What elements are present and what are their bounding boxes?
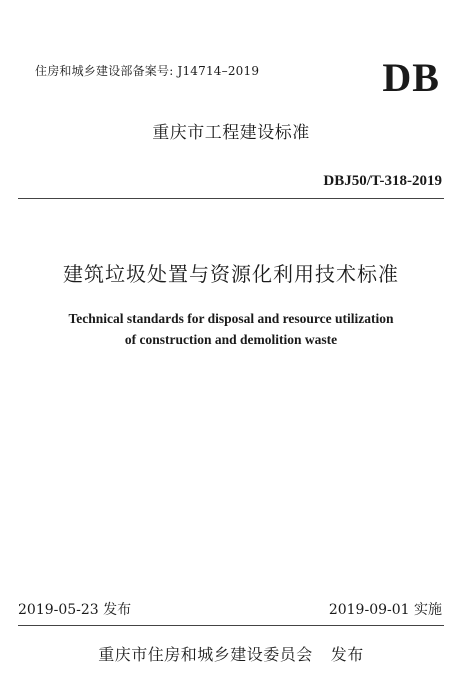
issuer-name: 重庆市住房和城乡建设委员会 [98,645,313,664]
local-standard-label: 重庆市工程建设标准 [152,123,310,143]
footer-divider [18,625,444,626]
standard-code: DBJ50/T-318-2019 [323,173,442,189]
release-date: 2019-05-23 发布 [18,602,132,618]
header-divider [18,198,444,199]
issue-word: 发布 [330,645,364,664]
implementation-date: 2019-09-01 实施 [328,602,442,618]
db-mark: DB [382,55,440,100]
record-number: 住房和城乡建设部备案号: J14714–2019 [35,64,260,78]
chinese-title: 建筑垃圾处置与资源化利用技术标准 [63,262,399,286]
english-title [0,308,462,350]
english-title-line2: of construction and demolition waste [124,332,338,347]
issuing-authority [0,642,462,665]
english-title-line1: Technical standards for disposal and resource utilization [68,311,394,326]
